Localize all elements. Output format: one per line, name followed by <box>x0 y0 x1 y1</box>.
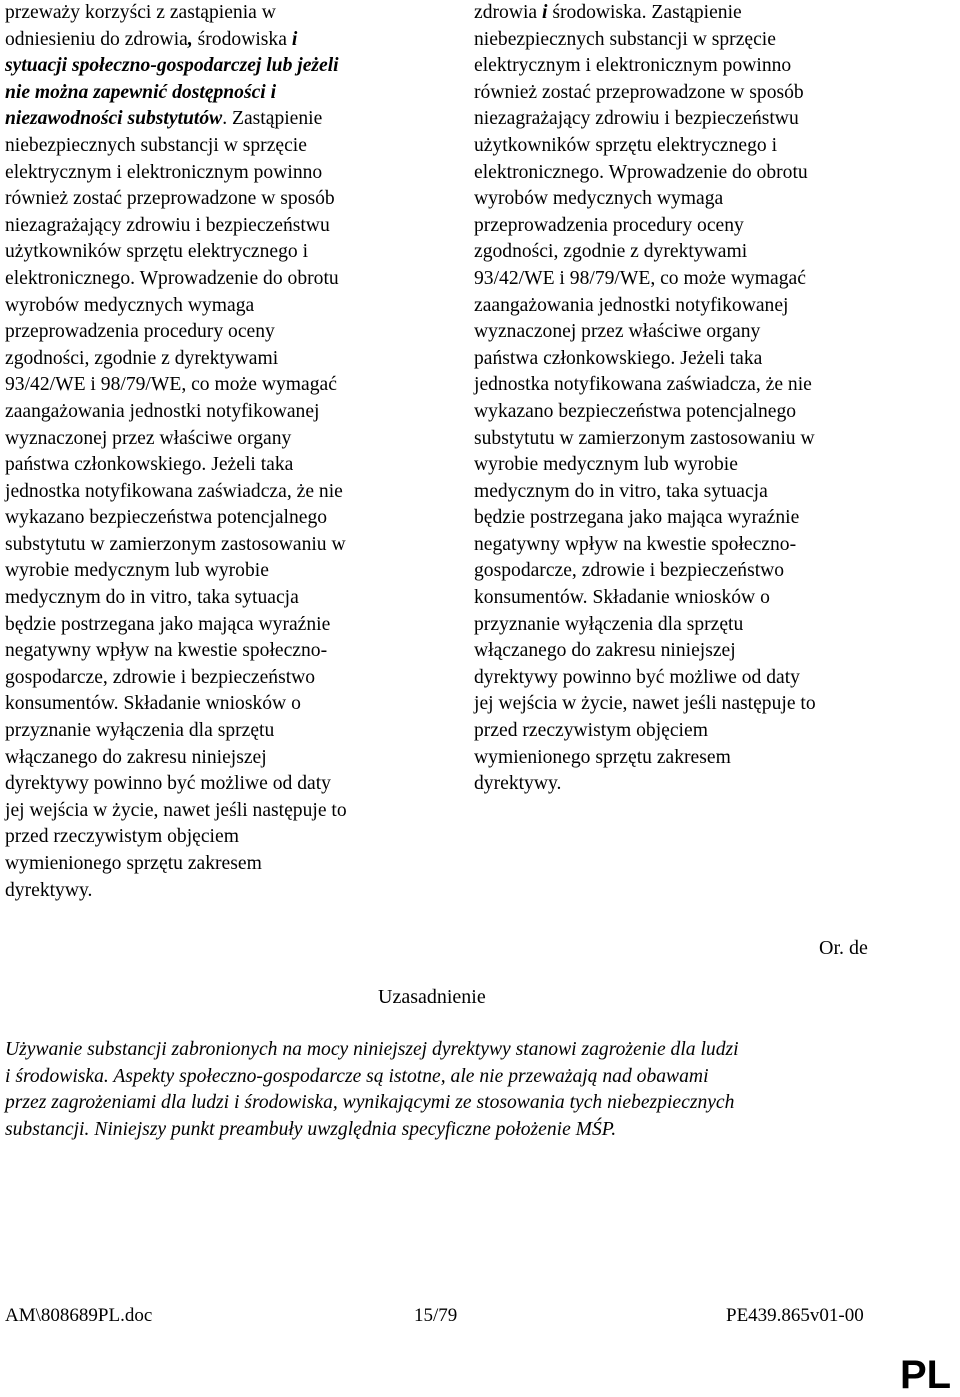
text-line <box>5 346 425 373</box>
left-column <box>5 0 425 904</box>
text-line <box>5 266 425 293</box>
amended-text: nie można zapewnić dostępności i <box>5 81 277 103</box>
justification-line: i środowiska. Aspekty społeczno-gospodarcze są istotne, ale nie przeważają nad obawami <box>5 1065 709 1087</box>
text-line <box>474 638 894 665</box>
text-line <box>474 718 894 745</box>
text-line <box>474 745 894 772</box>
text-span: będzie postrzegana jako mająca wyraźnie <box>474 507 800 529</box>
text-line <box>5 771 425 798</box>
text-line <box>5 851 425 878</box>
text-span: włączanego do zakresu niniejszej <box>5 746 267 768</box>
text-line <box>474 691 894 718</box>
text-span: niezagrażający zdrowiu i bezpieczeństwu <box>474 108 799 130</box>
justification-line: substancji. Niniejszy punkt preambuły uwzględnia specyficzne położenie MŚP. <box>5 1118 617 1140</box>
text-span: państwa członkowskiego. Jeżeli taka <box>474 347 763 369</box>
text-span: włączanego do zakresu niniejszej <box>474 640 736 662</box>
text-line <box>474 558 894 585</box>
text-span: jej wejścia w życie, nawet jeśli następuje to <box>5 799 347 821</box>
text-line <box>5 80 425 107</box>
justification-heading: Uzasadnienie <box>378 986 486 1008</box>
text-line <box>474 266 894 293</box>
text-line <box>5 824 425 851</box>
text-line <box>5 399 425 426</box>
text-line <box>5 638 425 665</box>
text-span: dyrektywy. <box>474 773 562 795</box>
text-span: również zostać przeprowadzone w sposób <box>5 188 335 210</box>
text-line <box>5 479 425 506</box>
text-span: wyrobie medycznym lub wyrobie <box>5 560 269 582</box>
text-line <box>474 80 894 107</box>
text-line <box>5 372 425 399</box>
text-span: medycznym do in vitro, taka sytuacja <box>5 587 299 609</box>
text-line <box>474 293 894 320</box>
text-line <box>474 372 894 399</box>
text-line <box>474 53 894 80</box>
text-line <box>5 293 425 320</box>
text-line <box>474 665 894 692</box>
text-span: odniesieniu do zdrowia <box>5 28 188 50</box>
text-line <box>474 532 894 559</box>
text-span: przed rzeczywistym objęciem <box>5 826 239 848</box>
text-line <box>5 53 425 80</box>
amended-text: sytuacji społeczno-gospodarczej lub jeżeli <box>5 55 339 77</box>
text-span: substytutu w zamierzonym zastosowaniu w <box>474 427 815 449</box>
text-span: jej wejścia w życie, nawet jeśli następuje to <box>474 693 816 715</box>
text-span: wyznaczonej przez właściwe organy <box>5 427 292 449</box>
text-line <box>5 133 425 160</box>
text-line <box>474 452 894 479</box>
text-line <box>474 612 894 639</box>
right-column <box>474 0 894 798</box>
text-line <box>5 532 425 559</box>
text-span: przyznanie wyłączenia dla sprzętu <box>474 613 744 635</box>
text-span: elektrycznym i elektronicznym powinno <box>5 161 323 183</box>
text-span: negatywny wpływ na kwestie społeczno- <box>474 533 797 555</box>
text-span: wykazano bezpieczeństwa potencjalnego <box>474 400 797 422</box>
text-span: konsumentów. Składanie wniosków o <box>5 693 301 715</box>
text-line <box>5 505 425 532</box>
text-line <box>5 585 425 612</box>
text-span: medycznym do in vitro, taka sytuacja <box>474 480 768 502</box>
text-line <box>474 160 894 187</box>
text-span: środowiska <box>192 28 292 50</box>
text-span: niebezpiecznych substancji w sprzęcie <box>474 28 776 50</box>
text-line <box>5 426 425 453</box>
amended-text: i <box>542 2 548 23</box>
text-span: dyrektywy. <box>5 879 93 901</box>
text-line <box>474 186 894 213</box>
justification-line: Używanie substancji zabronionych na mocy niniejszej dyrektywy stanowi zagrożenie dla ludzi <box>5 1039 739 1060</box>
text-span: niezagrażający zdrowiu i bezpieczeństwu <box>5 214 330 236</box>
text-span: przyznanie wyłączenia dla sprzętu <box>5 720 275 742</box>
text-line <box>5 0 425 27</box>
text-span: państwa członkowskiego. Jeżeli taka <box>5 454 294 476</box>
text-span: zgodności, zgodnie z dyrektywami <box>5 347 279 369</box>
text-line <box>5 160 425 187</box>
text-span: wyznaczonej przez właściwe organy <box>474 321 761 343</box>
text-span: wymienionego sprzętu zakresem <box>474 746 731 768</box>
text-span: wyrobów medycznych wymaga <box>5 294 255 316</box>
text-line <box>5 878 425 905</box>
text-line <box>5 319 425 346</box>
text-line <box>5 745 425 772</box>
language-code: PL <box>900 1353 952 1397</box>
text-span: przeprowadzenia procedury oceny <box>474 214 744 236</box>
text-span: elektronicznego. Wprowadzenie do obrotu <box>5 267 339 289</box>
text-span: konsumentów. Składanie wniosków o <box>474 587 770 609</box>
text-span: wymienionego sprzętu zakresem <box>5 853 262 874</box>
text-line <box>474 771 894 798</box>
footer-doc-ref: AM\808689PL.doc <box>5 1305 153 1326</box>
text-span: jednostka notyfikowana zaświadcza, że nie <box>5 480 343 502</box>
original-language-note: Or. de <box>819 937 868 959</box>
text-line <box>474 106 894 133</box>
text-line <box>474 505 894 532</box>
text-line <box>474 133 894 160</box>
justification-text <box>5 1037 905 1143</box>
footer-page-number: 15/79 <box>414 1305 458 1326</box>
text-span: będzie postrzegana jako mająca wyraźnie <box>5 613 331 635</box>
text-line <box>5 186 425 213</box>
text-line <box>5 27 425 54</box>
text-line <box>5 558 425 585</box>
text-line <box>474 399 894 426</box>
text-line <box>474 239 894 266</box>
text-span: dyrektywy powinno być możliwe od daty <box>474 666 800 688</box>
text-span: również zostać przeprowadzone w sposób <box>474 81 804 103</box>
text-line <box>5 665 425 692</box>
text-span: wyrobów medycznych wymaga <box>474 188 724 210</box>
text-line <box>474 0 894 27</box>
text-line <box>5 213 425 240</box>
text-line <box>474 346 894 373</box>
text-line <box>5 691 425 718</box>
text-span: przeważy korzyści z zastąpienia w <box>5 2 276 23</box>
text-span: 93/42/WE i 98/79/WE, co może wymagać <box>5 374 337 396</box>
text-span: elektrycznym i elektronicznym powinno <box>474 55 792 77</box>
text-span: użytkowników sprzętu elektrycznego i <box>474 134 778 156</box>
text-span: przed rzeczywistym objęciem <box>474 720 708 742</box>
amended-text: niezawodności substytutów <box>5 108 223 130</box>
text-span: substytutu w zamierzonym zastosowaniu w <box>5 533 346 555</box>
text-span: negatywny wpływ na kwestie społeczno- <box>5 640 328 662</box>
text-span: dyrektywy powinno być możliwe od daty <box>5 773 331 795</box>
text-line <box>474 585 894 612</box>
text-line <box>474 27 894 54</box>
text-span: niebezpiecznych substancji w sprzęcie <box>5 134 307 156</box>
text-span: gospodarcze, zdrowie i bezpieczeństwo <box>5 666 316 688</box>
text-span: zaangażowania jednostki notyfikowanej <box>474 294 789 316</box>
text-span: gospodarcze, zdrowie i bezpieczeństwo <box>474 560 785 582</box>
footer-pe-ref: PE439.865v01-00 <box>726 1305 864 1326</box>
text-line <box>5 106 425 133</box>
text-line <box>474 213 894 240</box>
text-span: użytkowników sprzętu elektrycznego i <box>5 241 309 263</box>
text-span: . Zastąpienie <box>222 108 323 130</box>
text-line <box>474 426 894 453</box>
text-span: przeprowadzenia procedury oceny <box>5 321 275 343</box>
text-span: zdrowia <box>474 2 543 23</box>
text-line <box>474 479 894 506</box>
justification-line: przez zagrożeniami dla ludzi i środowiska, wynikającymi ze stosowania tych niebezpiecznych <box>5 1092 735 1114</box>
text-line <box>474 319 894 346</box>
text-span: zgodności, zgodnie z dyrektywami <box>474 241 748 263</box>
text-span: elektronicznego. Wprowadzenie do obrotu <box>474 161 808 183</box>
text-span: wykazano bezpieczeństwa potencjalnego <box>5 507 328 529</box>
text-span: środowiska. Zastąpienie <box>547 2 742 23</box>
text-line <box>5 718 425 745</box>
text-span: 93/42/WE i 98/79/WE, co może wymagać <box>474 267 806 289</box>
text-span: zaangażowania jednostki notyfikowanej <box>5 400 320 422</box>
text-span: wyrobie medycznym lub wyrobie <box>474 454 738 476</box>
amended-text: , <box>187 28 193 50</box>
text-span: jednostka notyfikowana zaświadcza, że nie <box>474 374 812 396</box>
text-line <box>5 452 425 479</box>
text-line <box>5 798 425 825</box>
text-line <box>5 239 425 266</box>
text-line <box>5 612 425 639</box>
amended-text: i <box>291 28 298 50</box>
